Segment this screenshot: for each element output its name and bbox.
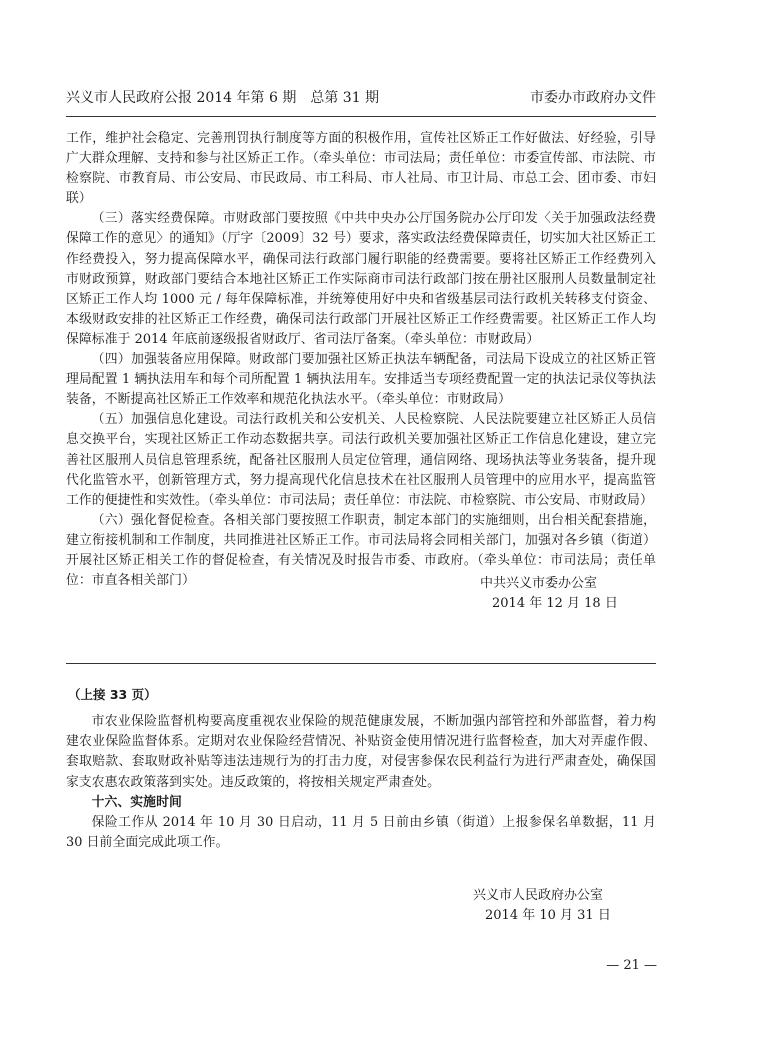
paragraph: （六）强化督促检查。各相关部门要按照工作职责，制定本部门的实施细则，出台相关配套措施，建立衔接机制和工作制度，共同推进社区矫正工作。市司法局将会同相关部门，加强对各乡镇（街道）开展社区矫正相关工作的督促检查，有关情况及时报告市委、市政府。（牵头单位：市司法局；责任单位：市直各相关部门）: [66, 512, 656, 589]
header-divider: [66, 116, 656, 117]
section-title: 市委办市政府办文件: [530, 90, 656, 106]
document-body-bottom: [66, 712, 656, 853]
signature-org: 中共兴义市委办公室: [480, 576, 598, 591]
paragraph: 市农业保险监督机构要高度重视农业保险的规范健康发展，不断加强内部管控和外部监督，着力构建农业保险监督体系。定期对农业保险经营情况、补贴资金使用情况进行监督检查，加大对弄虚作假、套取赔款、套取财政补贴等违法违规行为的打击力度，对侵害参保农民利益行为进行严肃查处，确保国家支农惠农政策落到实处。违反政策的，将按相关规定严肃查处。: [66, 714, 656, 790]
document-body-top: [66, 129, 656, 591]
continuation-note: （上接 33 页）: [68, 687, 157, 702]
signature-date: 2014 年 12 月 18 日: [492, 596, 618, 611]
paragraph: （三）落实经费保障。市财政部门要按照《中共中央办公厅国务院办公厅印发〈关于加强政法经费保障工作的意见〉的通知》（厅字〔2009〕32 号）要求，落实政法经费保障责任，切实加大社区矫正工作经费投入，努力提高保障水平，确保司法行政部门履行职能的经费需要。要将社区矫正工作经费列入市财政预算，财政部门要结合本地社区矫正工作实际商市司法行政部门按在册社区服刑人员数量制定社区矫正工作人均 1000 元 / 每年保障标准，并统筹使用好中央和省级基层司法行政机关转移支付资金、本级财政安排的社区矫正工作经费，确保司法行政部门开展社区矫正工作经费需要。社区矫正工作人均保障标准于 2014 年底前逐级报省财政厅、省司法厅备案。（牵头单位：市财政局）: [66, 211, 656, 347]
section-heading: 十六、实施时间: [91, 794, 182, 810]
signature-date: 2014 年 10 月 31 日: [485, 908, 611, 923]
page-number: — 21 —: [606, 958, 657, 973]
section-divider: [66, 663, 656, 664]
paragraph: 工作，维护社会稳定、完善刑罚执行制度等方面的积极作用，宣传社区矫正工作好做法、好经验，引导广大群众理解、支持和参与社区矫正工作。（牵头单位：市司法局；责任单位：市委宣传部、市法院、市检察院、市教育局、市公安局、市民政局、市工科局、市人社局、市卫计局、市总工会、团市委、市妇联）: [66, 131, 656, 207]
paragraph: （四）加强装备应用保障。财政部门要加强社区矫正执法车辆配备，司法局下设成立的社区矫正管理局配置 1 辆执法用车和每个司所配置 1 辆执法用车。安排适当专项经费配置一定的执法记录仪等执法装备，不断提高社区矫正工作效率和规范化执法水平。（牵头单位：市财政局）: [66, 352, 656, 408]
paragraph: 保险工作从 2014 年 10 月 30 日启动，11 月 5 日前由乡镇（街道）上报参保名单数据，11 月 30 日前全面完成此项工作。: [66, 815, 656, 851]
bulletin-title: 兴义市人民政府公报 2014 年第 6 期 总第 31 期: [66, 90, 380, 106]
paragraph: （五）加强信息化建设。司法行政机关和公安机关、人民检察院、人民法院要建立社区矫正人员信息交换平台，实现社区矫正工作动态数据共享。司法行政机关要加强社区矫正工作信息化建设，建立完善社区服刑人员信息管理系统，配备社区服刑人员定位管理，通信网络、现场执法等业务装备，提升现代化监管水平，创新管理方式，努力提高现代化信息技术在社区服刑人员管理中的应用水平，提高监管工作的便捷性和实效性。（牵头单位：市司法局；责任单位：市法院、市检察院、市公安局、市财政局）: [66, 412, 656, 508]
signature-org: 兴义市人民政府办公室: [473, 888, 604, 903]
